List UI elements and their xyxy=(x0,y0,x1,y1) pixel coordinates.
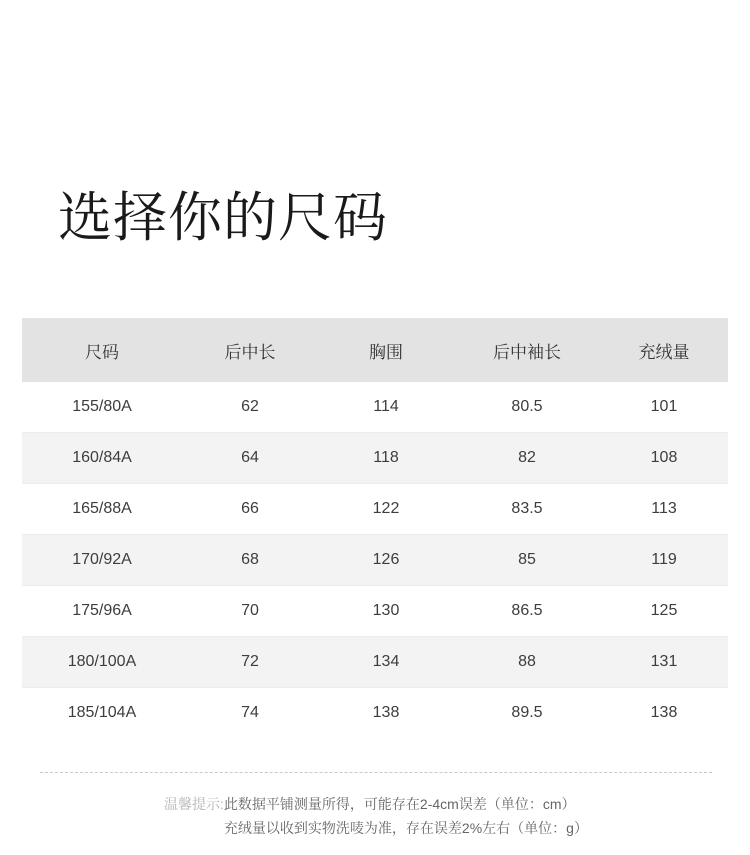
cell-down-fill: 119 xyxy=(600,535,728,586)
column-header-back-length: 后中长 xyxy=(182,318,318,382)
column-header-chest: 胸围 xyxy=(318,318,454,382)
cell-back-length: 72 xyxy=(182,637,318,688)
note-label: 温馨提示: xyxy=(164,796,224,812)
cell-back-length: 68 xyxy=(182,535,318,586)
note-line-2: 充绒量以收到实物洗唛为准，存在误差2%左右（单位：g） xyxy=(223,820,588,836)
cell-size: 165/88A xyxy=(22,484,182,535)
cell-sleeve-length: 80.5 xyxy=(454,382,600,433)
cell-back-length: 62 xyxy=(182,382,318,433)
column-header-down-fill: 充绒量 xyxy=(600,318,728,382)
cell-back-length: 64 xyxy=(182,433,318,484)
cell-sleeve-length: 85 xyxy=(454,535,600,586)
cell-size: 160/84A xyxy=(22,433,182,484)
cell-chest: 114 xyxy=(318,382,454,433)
table-row xyxy=(22,433,728,484)
cell-size: 180/100A xyxy=(22,637,182,688)
column-header-sleeve-length: 后中袖长 xyxy=(454,318,600,382)
cell-back-length: 74 xyxy=(182,688,318,739)
cell-size: 175/96A xyxy=(22,586,182,637)
cell-chest: 138 xyxy=(318,688,454,739)
cell-sleeve-length: 83.5 xyxy=(454,484,600,535)
note-text xyxy=(224,792,588,840)
size-table xyxy=(22,318,728,738)
table-header-row xyxy=(22,318,728,382)
cell-chest: 134 xyxy=(318,637,454,688)
cell-sleeve-length: 88 xyxy=(454,637,600,688)
column-header-size: 尺码 xyxy=(22,318,182,382)
cell-down-fill: 131 xyxy=(600,637,728,688)
cell-sleeve-length: 89.5 xyxy=(454,688,600,739)
cell-down-fill: 138 xyxy=(600,688,728,739)
cell-down-fill: 101 xyxy=(600,382,728,433)
dashed-divider xyxy=(40,772,712,773)
table-row xyxy=(22,688,728,739)
cell-down-fill: 113 xyxy=(600,484,728,535)
cell-chest: 118 xyxy=(318,433,454,484)
cell-size: 170/92A xyxy=(22,535,182,586)
cell-down-fill: 125 xyxy=(600,586,728,637)
table-row xyxy=(22,382,728,433)
cell-back-length: 66 xyxy=(182,484,318,535)
cell-chest: 130 xyxy=(318,586,454,637)
table-header xyxy=(22,318,728,382)
page-title: 选择你的尺码 xyxy=(58,188,388,248)
table-body xyxy=(22,382,728,738)
cell-sleeve-length: 86.5 xyxy=(454,586,600,637)
table-row xyxy=(22,637,728,688)
cell-size: 185/104A xyxy=(22,688,182,739)
cell-chest: 122 xyxy=(318,484,454,535)
cell-down-fill: 108 xyxy=(600,433,728,484)
table-row xyxy=(22,535,728,586)
table-row xyxy=(22,484,728,535)
cell-sleeve-length: 82 xyxy=(454,433,600,484)
table-row xyxy=(22,586,728,637)
cell-size: 155/80A xyxy=(22,382,182,433)
cell-back-length: 70 xyxy=(182,586,318,637)
cell-chest: 126 xyxy=(318,535,454,586)
note-section xyxy=(40,792,712,840)
note-line-1: 此数据平铺测量所得，可能存在2-4cm误差（单位：cm） xyxy=(223,796,576,812)
